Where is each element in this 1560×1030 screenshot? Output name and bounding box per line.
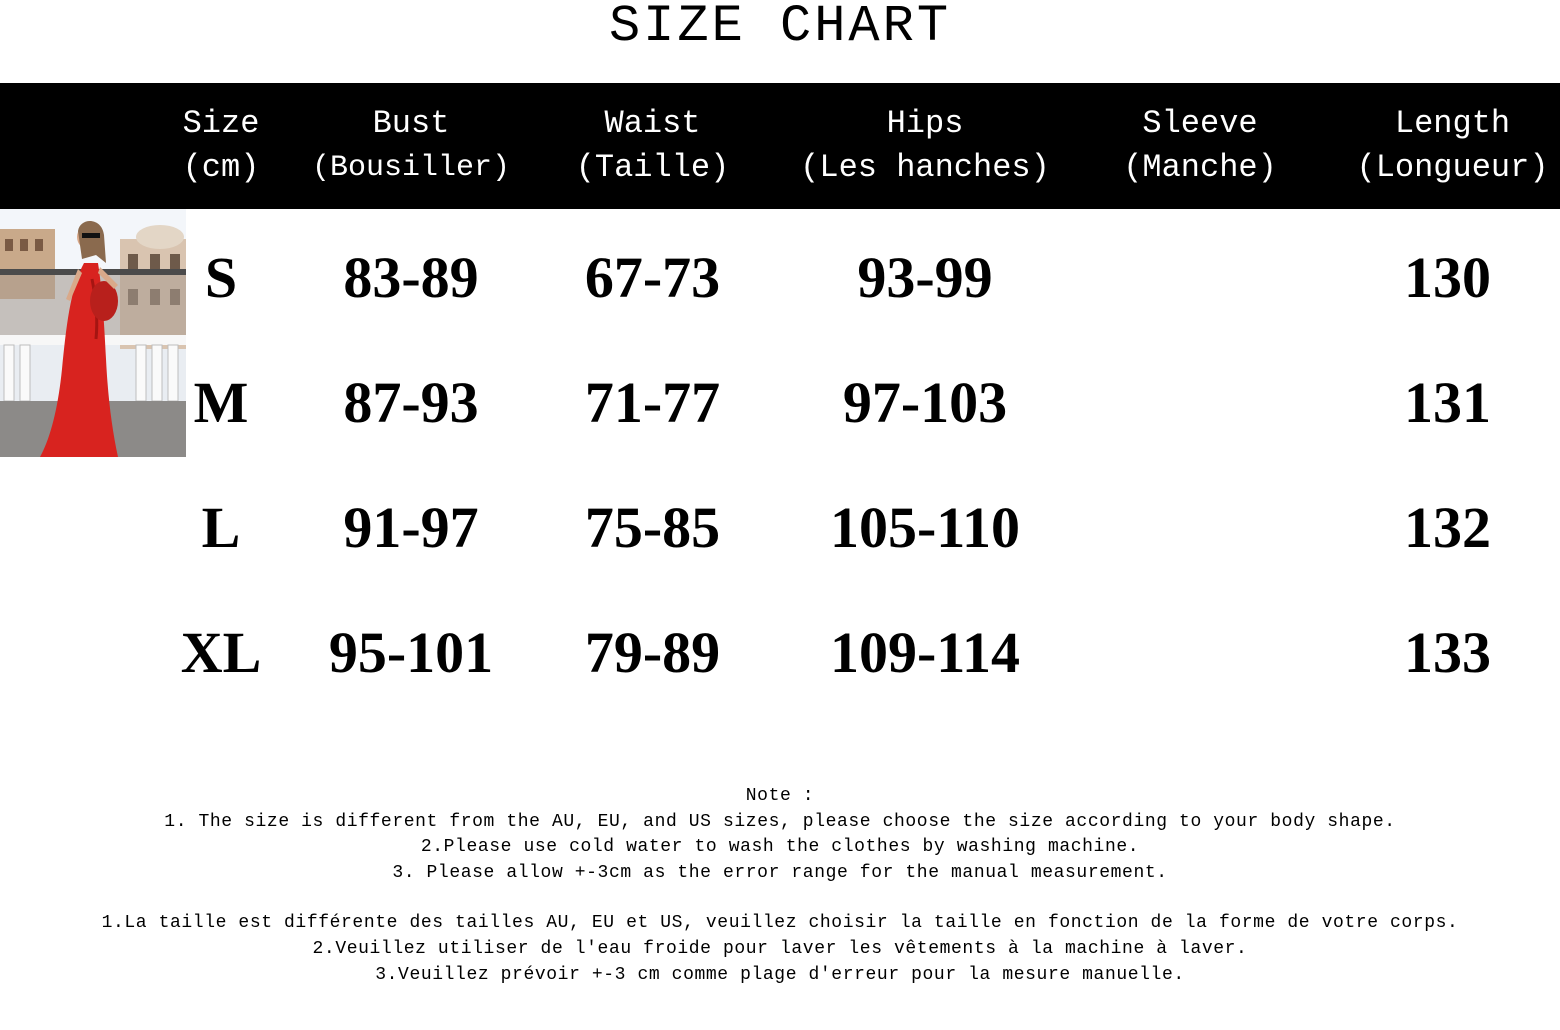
cell-hips-s: 93-99 [857, 245, 993, 310]
note-fr-2: 2.Veuillez utiliser de l'eau froide pour laver les vêtements à la machine à laver. [312, 938, 1248, 959]
cell-size-s: S [204, 245, 238, 310]
cell-hips-m: 97-103 [842, 370, 1008, 435]
cell-length-s: 130 [1404, 245, 1491, 310]
cell-hips-l: 105-110 [829, 495, 1021, 560]
cell-waist-xl: 79-89 [584, 620, 721, 685]
care-notes [0, 784, 1560, 988]
header-length: Length (Longueur) [1356, 105, 1549, 186]
cell-size-m: M [193, 370, 249, 435]
cell-length-m: 131 [1404, 370, 1491, 435]
header-waist: Waist (Taille) [575, 105, 730, 186]
note-en-3: 3. Please allow +-3cm as the error range for the manual measurement. [392, 862, 1168, 883]
note-fr-3: 3.Veuillez prévoir +-3 cm comme plage d'erreur pour la mesure manuelle. [375, 964, 1185, 985]
cell-hips-xl: 109-114 [829, 620, 1021, 685]
note-en-1: 1. The size is different from the AU, EU, and US sizes, please choose the size according to your body shape. [164, 811, 1396, 832]
cell-waist-s: 67-73 [584, 245, 721, 310]
cell-length-l: 132 [1404, 495, 1491, 560]
header-size: Size (cm) [182, 105, 260, 186]
header-bust: Bust (Bousiller) [311, 105, 511, 185]
cell-bust-m: 87-93 [343, 370, 479, 435]
table-header [0, 83, 1560, 209]
cell-length-xl: 133 [1404, 620, 1491, 685]
cell-size-xl: XL [180, 620, 262, 685]
cell-waist-m: 71-77 [584, 370, 721, 435]
page-title: SIZE CHART [608, 0, 952, 56]
note-fr-1: 1.La taille est différente des tailles AU, EU et US, veuillez choisir la taille en fonction de la forme de votre corps. [101, 913, 1459, 934]
cell-bust-xl: 95-101 [328, 620, 494, 685]
cell-bust-s: 83-89 [343, 245, 479, 310]
notes-heading: Note : [745, 786, 815, 806]
cell-bust-l: 91-97 [343, 495, 479, 560]
cell-waist-l: 75-85 [584, 495, 721, 560]
notes-spacer [0, 886, 1560, 911]
note-en-2: 2.Please use cold water to wash the clothes by washing machine. [420, 837, 1140, 858]
header-sleeve: Sleeve (Manche) [1123, 105, 1277, 186]
header-hips: Hips (Les hanches) [800, 105, 1050, 186]
cell-size-l: L [201, 495, 241, 560]
